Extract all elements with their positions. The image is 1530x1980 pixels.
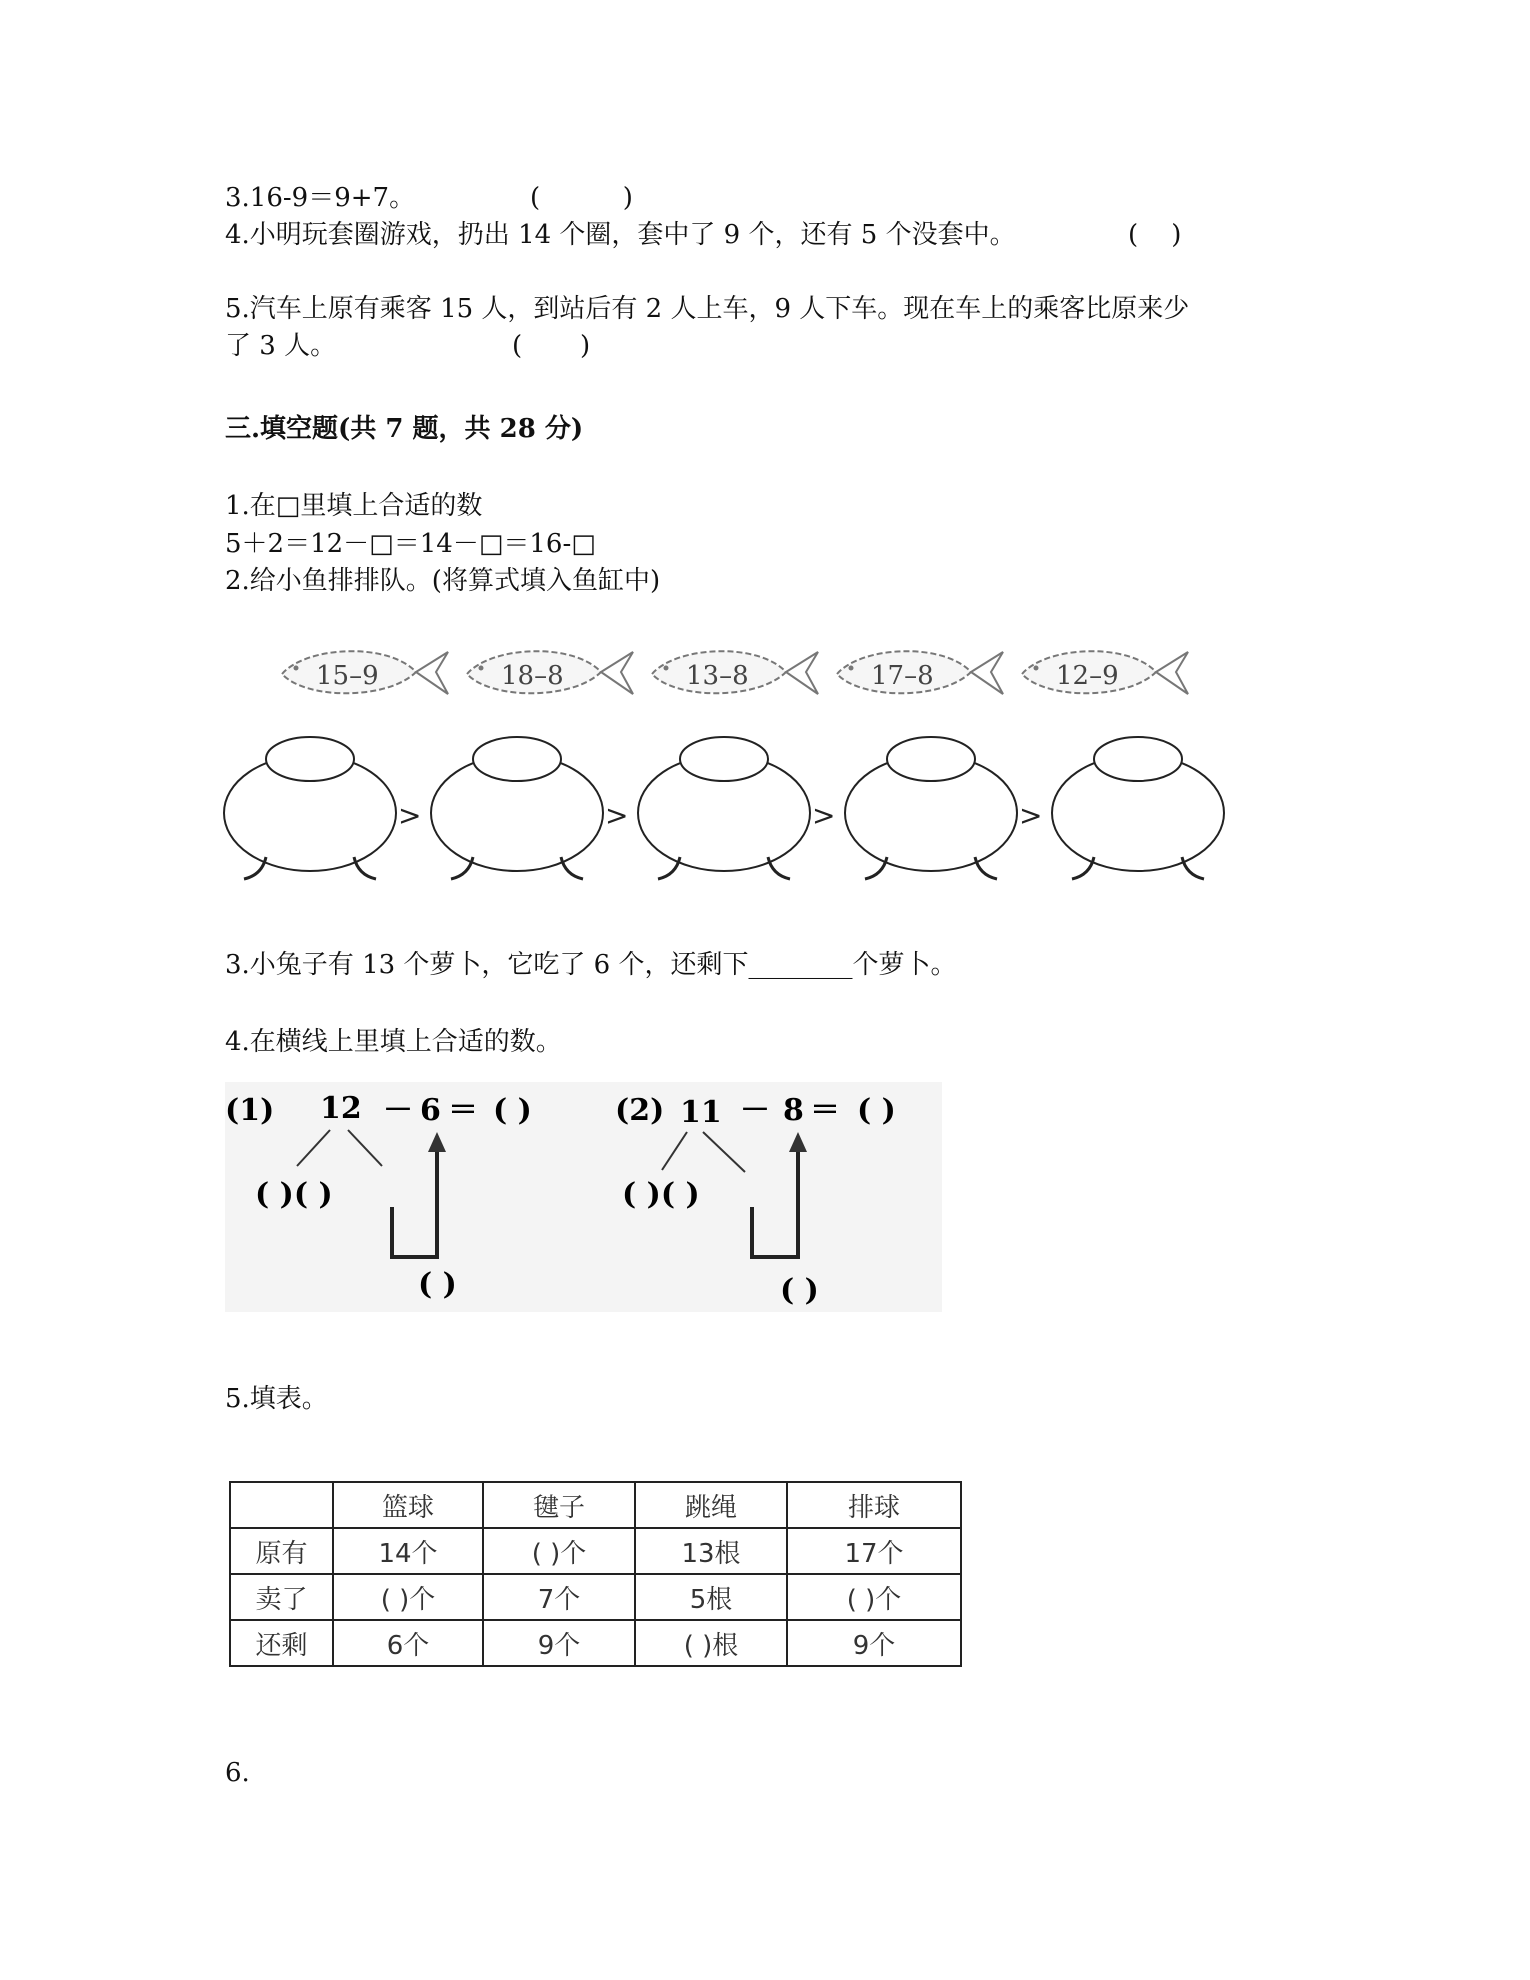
table-cell: 5根 <box>635 1574 787 1620</box>
fish-tank[interactable] <box>431 737 603 879</box>
decomposition-2 <box>615 1093 896 1308</box>
table-cell[interactable]: ( )个 <box>483 1528 635 1574</box>
table-cell[interactable]: ( )个 <box>333 1574 483 1620</box>
fill-q5-prompt: 5.填表。 <box>225 1384 328 1414</box>
fill-q1-prompt: 1.在□里填上合适的数 <box>225 491 483 521</box>
judgement-q5-line1: 5.汽车上原有乘客 15 人，到站后有 2 人上车，9 人下车。现在车上的乘客比原来少 <box>225 294 1190 324</box>
table-cell: 17个 <box>787 1528 961 1574</box>
table-row <box>230 1528 961 1574</box>
greater-than-sign: > <box>1019 799 1043 832</box>
table-row-label: 还剩 <box>230 1620 333 1666</box>
fish-tank[interactable] <box>1052 737 1224 879</box>
table-header-cell: 篮球 <box>333 1482 483 1528</box>
table-row-label: 原有 <box>230 1528 333 1574</box>
fish-tank[interactable] <box>638 737 810 879</box>
decomp-2-minuend: 11 <box>680 1095 722 1130</box>
table-header-cell: 跳绳 <box>635 1482 787 1528</box>
table-header-row <box>230 1482 961 1528</box>
fish-row <box>270 636 1190 712</box>
decomp-1-bottom[interactable]: ( ) <box>418 1267 457 1302</box>
fill-table <box>229 1481 962 1667</box>
greater-than-sign: > <box>812 799 836 832</box>
decomp-1-minuend: 12 <box>320 1091 362 1126</box>
table-header-cell: 排球 <box>787 1482 961 1528</box>
table-header-cell: 毽子 <box>483 1482 635 1528</box>
table-header-cell <box>230 1482 333 1528</box>
fish-label: 15–9 <box>316 661 379 691</box>
table-cell: 9个 <box>483 1620 635 1666</box>
fish-label: 12–9 <box>1056 661 1119 691</box>
table-cell: 14个 <box>333 1528 483 1574</box>
decomp-2-equals: ＝ <box>810 1093 840 1128</box>
section-title: 三.填空题(共 7 题，共 28 分) <box>225 414 584 444</box>
greater-than-sign: > <box>398 799 422 832</box>
judgement-q4: 4.小明玩套圈游戏，扔出 14 个圈，套中了 9 个，还有 5 个没套中。 <box>225 220 1016 250</box>
table-cell: 7个 <box>483 1574 635 1620</box>
fish-label: 13–8 <box>686 661 749 691</box>
decomp-1-parts[interactable]: ( )( ) <box>255 1177 333 1212</box>
answer-bracket-q5[interactable]: ( ) <box>512 331 591 361</box>
decomp-2-bottom[interactable]: ( ) <box>780 1273 819 1308</box>
fish <box>467 651 633 694</box>
fish <box>837 651 1003 694</box>
fill-q2-prompt: 2.给小鱼排排队。(将算式填入鱼缸中) <box>225 566 661 596</box>
table-row-label: 卖了 <box>230 1574 333 1620</box>
decomp-1-label: (1) <box>225 1093 275 1128</box>
decomposition-figure <box>225 1082 942 1312</box>
decomp-2-minus: － <box>740 1093 770 1128</box>
greater-than-sign: > <box>605 799 629 832</box>
answer-bracket-q4[interactable]: ( ) <box>1128 220 1182 250</box>
fill-q1-equation[interactable]: 5＋2＝12－□＝14－□＝16-□ <box>225 529 596 559</box>
fish <box>282 651 448 694</box>
decomp-2-label: (2) <box>615 1093 665 1128</box>
answer-bracket-q3[interactable]: ( ) <box>530 183 633 213</box>
decomp-2-parts[interactable]: ( )( ) <box>622 1177 700 1212</box>
fish <box>652 651 818 694</box>
decomp-1-minus: － <box>383 1093 413 1128</box>
fill-q6-prompt: 6. <box>225 1758 250 1788</box>
decomposition-1 <box>225 1091 532 1302</box>
decomp-1-subtrahend: 6 <box>420 1093 441 1128</box>
table-cell: 6个 <box>333 1620 483 1666</box>
fish-label: 17–8 <box>871 661 934 691</box>
table-cell: 13根 <box>635 1528 787 1574</box>
fish-label: 18–8 <box>501 661 564 691</box>
fish-tank-row <box>222 733 1232 883</box>
decomp-1-equals: ＝ <box>448 1093 478 1128</box>
decomp-2-result[interactable]: ( ) <box>857 1093 896 1128</box>
decomp-1-result[interactable]: ( ) <box>493 1093 532 1128</box>
fill-q3[interactable]: 3.小兔子有 13 个萝卜，它吃了 6 个，还剩下________个萝卜。 <box>225 950 957 980</box>
table-row <box>230 1620 961 1666</box>
fish-tank[interactable] <box>845 737 1017 879</box>
decomp-2-subtrahend: 8 <box>783 1093 804 1128</box>
table-row <box>230 1574 961 1620</box>
judgement-q3: 3.16-9＝9+7。 <box>225 183 416 213</box>
table-cell[interactable]: ( )个 <box>787 1574 961 1620</box>
fish-tank[interactable] <box>224 737 396 879</box>
table-cell: 9个 <box>787 1620 961 1666</box>
fish <box>1022 651 1188 694</box>
table-cell[interactable]: ( )根 <box>635 1620 787 1666</box>
judgement-q5-line2: 了 3 人。 <box>225 331 337 361</box>
fill-q4-prompt: 4.在横线上里填上合适的数。 <box>225 1027 562 1057</box>
